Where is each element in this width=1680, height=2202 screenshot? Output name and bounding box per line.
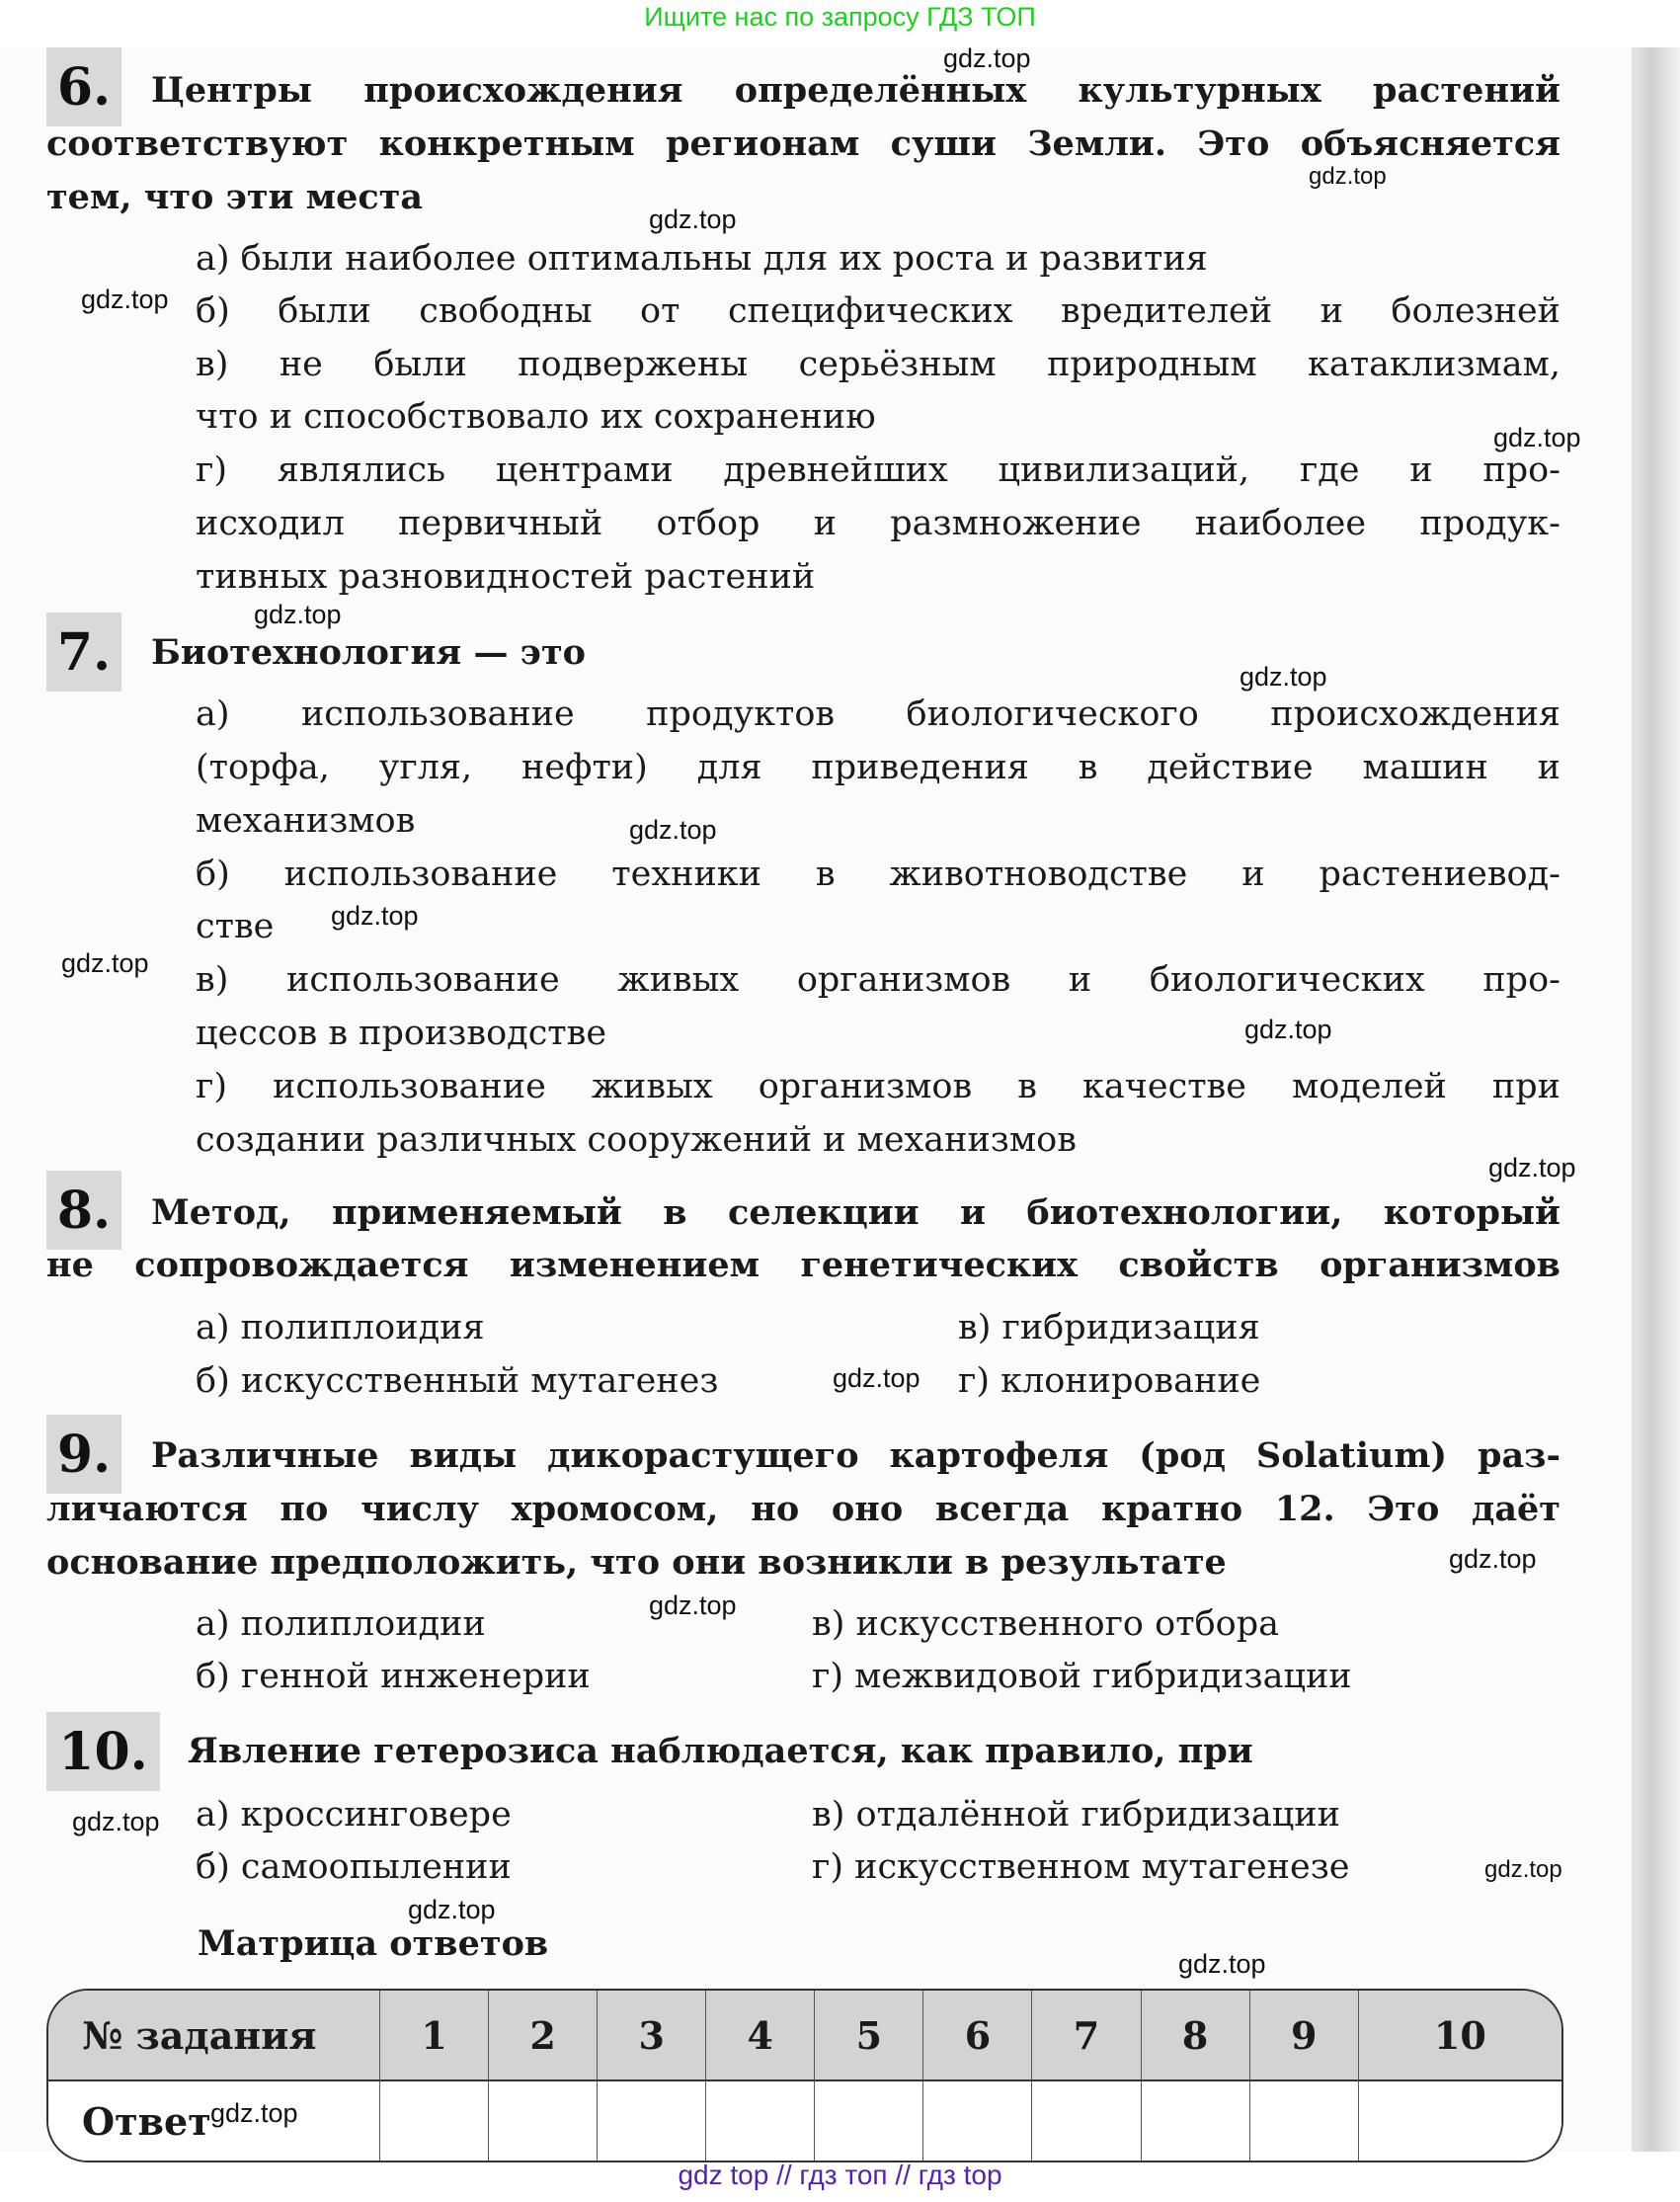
page-edge-shadow: [1632, 47, 1680, 2152]
answer-cell-5[interactable]: [815, 2081, 923, 2161]
answer-cell-1[interactable]: [380, 2081, 489, 2161]
question-7-option-b-cont: стве: [196, 907, 275, 946]
watermark: gdz.top: [331, 901, 419, 931]
task-column-5: 5: [815, 1991, 923, 2081]
task-column-1: 1: [380, 1991, 489, 2081]
question-6-option-b: б) были свободны от специфических вредителей и болезней: [196, 291, 1560, 331]
watermark: gdz.top: [72, 1807, 160, 1836]
question-6-option-v-cont: что и способствовало их сохранению: [196, 397, 876, 437]
watermark: gdz.top: [629, 815, 717, 845]
watermark: gdz.top: [1178, 1949, 1266, 1979]
task-column-10: 10: [1359, 1991, 1561, 2081]
watermark: gdz.top: [1493, 423, 1581, 452]
watermark: gdz.top: [833, 1363, 920, 1393]
question-7-option-a-cont: механизмов: [196, 801, 416, 841]
question-6-option-a: а) были наиболее оптимальны для их роста и развития: [196, 239, 1208, 279]
task-column-2: 2: [489, 1991, 598, 2081]
task-column-7: 7: [1032, 1991, 1141, 2081]
answer-label: Ответ: [48, 2081, 380, 2161]
watermark: gdz.top: [1449, 1544, 1537, 1574]
watermark: gdz.top: [408, 1895, 496, 1924]
watermark: gdz.top: [943, 43, 1031, 73]
question-7-option-a: а) использование продуктов биологического происхождения: [196, 694, 1560, 734]
footer-links[interactable]: gdz top // гдз топ // гдз top: [678, 2160, 1002, 2190]
question-8-option-a: а) полиплоидия: [196, 1308, 485, 1347]
answer-cell-6[interactable]: [923, 2081, 1032, 2161]
watermark: gdz.top: [210, 2098, 298, 2128]
task-column-8: 8: [1142, 1991, 1250, 2081]
question-8-option-g: г) клонирование: [958, 1361, 1261, 1401]
question-6-text-line: Центры происхождения определённых культурных растений: [151, 70, 1560, 111]
question-7-option-g: г) использование живых организмов в качестве моделей при: [196, 1067, 1560, 1106]
answer-cell-10[interactable]: [1359, 2081, 1561, 2161]
question-9-text-line: Различные виды дикорастущего картофеля (род Solatium) раз-: [151, 1435, 1560, 1476]
watermark: gdz.top: [649, 1590, 737, 1620]
question-10-text-line: Явление гетерозиса наблюдается, как правило, при: [188, 1731, 1253, 1771]
question-6-number: 6.: [46, 47, 121, 126]
question-9-option-a: а) полиплоидии: [196, 1604, 486, 1644]
question-7-option-b: б) использование техники в животноводстве и растениевод-: [196, 855, 1560, 894]
answer-cell-9[interactable]: [1250, 2081, 1359, 2161]
task-column-3: 3: [598, 1991, 706, 2081]
question-10-option-a: а) кроссинговере: [196, 1795, 512, 1835]
question-10-number: 10.: [46, 1712, 160, 1791]
question-7-option-g-cont: создании различных сооружений и механизмов: [196, 1120, 1077, 1160]
answer-matrix-table: [46, 1989, 1563, 2162]
question-10-option-b: б) самоопылении: [196, 1847, 512, 1887]
question-8-text-line: Метод, применяемый в селекции и биотехнологии, который: [151, 1192, 1560, 1233]
answer-cell-8[interactable]: [1142, 2081, 1250, 2161]
question-9-option-b: б) генной инженерии: [196, 1657, 591, 1696]
question-7-option-v-cont: цессов в производстве: [196, 1014, 607, 1053]
task-number-label: № задания: [48, 1991, 380, 2081]
question-8-text-line: не сопровождается изменением генетических свойств организмов: [46, 1245, 1560, 1285]
watermark: gdz.top: [254, 600, 342, 629]
watermark: gdz.top: [1240, 662, 1327, 692]
question-9-text-line: основание предположить, что они возникли в результате: [46, 1542, 1227, 1583]
question-7-number: 7.: [46, 612, 121, 692]
answer-cell-7[interactable]: [1032, 2081, 1141, 2161]
question-8-option-b: б) искусственный мутагенез: [196, 1361, 719, 1401]
question-6-text-line: тем, что эти места: [46, 177, 424, 217]
question-9-number: 9.: [46, 1415, 121, 1494]
question-9-text-line: личаются по числу хромосом, но оно всегда кратно 12. Это даёт: [46, 1489, 1560, 1529]
question-9-option-g: г) межвидовой гибридизации: [812, 1657, 1352, 1696]
answer-matrix-title: Матрица ответов: [198, 1923, 549, 1964]
question-6-option-g-cont: исходил первичный отбор и размножение наиболее продук-: [196, 504, 1560, 543]
watermark: gdz.top: [1244, 1015, 1332, 1044]
watermark: gdz.top: [1484, 1856, 1562, 1883]
watermark: gdz.top: [1309, 163, 1387, 190]
question-6-option-v: в) не были подвержены серьёзным природным катаклизмам,: [196, 345, 1560, 384]
task-column-4: 4: [706, 1991, 815, 2081]
search-banner[interactable]: Ищите нас по запросу ГДЗ ТОП: [644, 2, 1036, 32]
question-10-option-v: в) отдалённой гибридизации: [812, 1795, 1340, 1835]
question-6-text-line: соответствуют конкретным регионам суши Земли. Это объясняется: [46, 123, 1560, 164]
question-6-option-g-cont: тивных разновидностей растений: [196, 557, 816, 597]
question-8-option-v: в) гибридизация: [958, 1308, 1260, 1347]
task-column-6: 6: [923, 1991, 1032, 2081]
answer-cell-3[interactable]: [598, 2081, 706, 2161]
question-9-option-v: в) искусственного отбора: [812, 1604, 1279, 1644]
question-8-number: 8.: [46, 1171, 121, 1250]
question-7-option-a-cont: (торфа, угля, нефти) для приведения в действие машин и: [196, 748, 1560, 787]
answer-matrix-header-row: [48, 1991, 1561, 2081]
watermark: gdz.top: [61, 948, 149, 978]
watermark: gdz.top: [649, 204, 737, 234]
task-column-9: 9: [1250, 1991, 1359, 2081]
question-7-option-v: в) использование живых организмов и биологических про-: [196, 960, 1560, 1000]
watermark: gdz.top: [81, 285, 169, 314]
question-6-option-g: г) являлись центрами древнейших цивилизаций, где и про-: [196, 450, 1560, 490]
answer-cell-4[interactable]: [706, 2081, 815, 2161]
answer-cell-2[interactable]: [489, 2081, 598, 2161]
watermark: gdz.top: [1488, 1153, 1576, 1183]
question-10-option-g: г) искусственном мутагенезе: [812, 1847, 1350, 1887]
question-7-text-line: Биотехнология — это: [151, 632, 586, 673]
